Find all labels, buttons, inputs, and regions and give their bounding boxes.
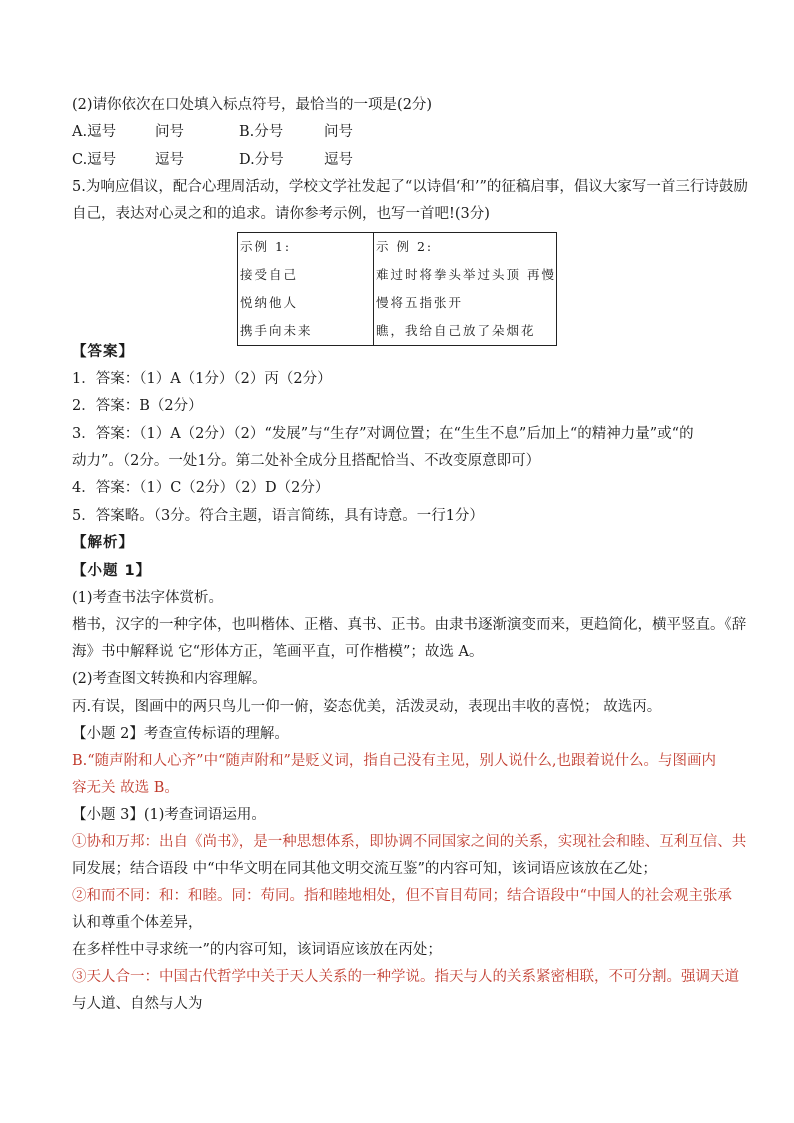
answer-4: 4．答案：（1）C（2分）（2）D（2分） bbox=[72, 480, 330, 496]
sub3-item: ②和而不同：和：和睦。同：苟同。指和睦地相处，但不盲目苟同；结合语段中“中国人的社会观主张承 bbox=[72, 888, 732, 904]
sub2-header: 【小题 2】考查宣传标语的理解。 bbox=[72, 726, 289, 742]
sub3-item: 在多样性中寻求统一”的内容可知，该词语应该放在丙处； bbox=[72, 942, 442, 958]
option-c-value: 逗号 bbox=[155, 152, 184, 168]
sub3-item: 认和尊重个体差异， bbox=[72, 915, 203, 931]
example-1-line: 携手向未来 bbox=[240, 323, 313, 338]
example-2-line: 瞧，我给自己放了朵烟花 bbox=[376, 323, 536, 338]
option-b-value: 问号 bbox=[324, 124, 353, 140]
answer-1: 1．答案：（1）A（1分）（2）丙（2分） bbox=[72, 371, 332, 387]
sub3-item: 与人道、自然与人为 bbox=[72, 996, 203, 1012]
option-d-value: 逗号 bbox=[324, 152, 353, 168]
sub2-paragraph: 容无关 故选 B。 bbox=[72, 780, 179, 796]
option-b-label: B.分号 bbox=[239, 124, 284, 140]
sub3-item: 同发展；结合语段 中“中华文明在同其他文明交流互鉴”的内容可知，该词语应该放在乙处； bbox=[72, 861, 657, 877]
sub2-paragraph: B.“随声附和人心齐”中“随声附和”是贬义词，指自己没有主见，别人说什么,也跟着说什么。与图画内 bbox=[72, 753, 717, 769]
example-1-line: 悦纳他人 bbox=[240, 295, 299, 310]
option-c-label: C.逗号 bbox=[72, 152, 117, 168]
answer-5: 5．答案略。（3分。符合主题，语言简练，具有诗意。一行1分） bbox=[72, 508, 484, 524]
sub1-paragraph: 楷书，汉字的一种字体，也叫楷体、正楷、真书、正书。由隶书逐渐演变而来，更趋简化，横平竖直。《辞 bbox=[72, 617, 747, 633]
sub3-item: ①协和万邦：出自《尚书》，是一种思想体系，即协调不同国家之间的关系，实现社会和睦、互利互信、共 bbox=[72, 834, 747, 850]
sub1-paragraph: (2)考查图文转换和内容理解。 bbox=[72, 671, 267, 687]
analysis-header: 【解析】 bbox=[72, 535, 134, 551]
example-2-line: 难过时将拳头举过头顶 再慢 bbox=[376, 267, 556, 282]
example-1-cell bbox=[238, 233, 374, 346]
example-2-title: 示 例 2: bbox=[376, 239, 434, 254]
sub1-header: 【小题 1】 bbox=[72, 563, 152, 579]
option-a-label: A.逗号 bbox=[72, 124, 117, 140]
sub1-paragraph: (1)考查书法字体赏析。 bbox=[72, 590, 224, 606]
sub1-paragraph: 海》书中解释说 它“形体方正，笔画平直，可作楷模”；故选 A。 bbox=[72, 644, 484, 660]
answers-header: 【答案】 bbox=[72, 344, 134, 360]
example-2-line: 慢将五指张开 bbox=[376, 295, 464, 310]
answer-3-line1: 3．答案：（1）A（2分）（2）“发展”与“生存”对调位置；在“生生不息”后加上“的精神力量”或“的 bbox=[72, 426, 694, 442]
sub3-header: 【小题 3】(1)考查词语运用。 bbox=[72, 807, 266, 823]
question-stem: (2)请你依次在口处填入标点符号，最恰当的一项是(2分) bbox=[72, 97, 433, 113]
option-a-value: 问号 bbox=[155, 124, 184, 140]
q5-prompt-line1: 5.为响应倡议，配合心理周活动，学校文学社发起了“以诗倡‘和’”的征稿启事，倡议大家写一首三行诗鼓励 bbox=[72, 179, 748, 195]
example-1-title: 示例 1: bbox=[240, 239, 292, 254]
q5-prompt-line2: 自己，表达对心灵之和的追求。请你参考示例，也写一首吧!(3分) bbox=[72, 206, 490, 222]
answer-2: 2．答案：B（2分） bbox=[72, 398, 203, 414]
answer-3-line2: 动力”。（2分。一处1分。第二处补全成分且搭配恰当、不改变原意即可） bbox=[72, 453, 541, 469]
example-table bbox=[237, 232, 557, 346]
example-1-line: 接受自己 bbox=[240, 267, 299, 282]
sub1-paragraph: 丙.有误，图画中的两只鸟儿一仰一俯，姿态优美，活泼灵动，表现出丰收的喜悦； 故选丙。 bbox=[72, 699, 662, 715]
sub3-item: ③天人合一：中国古代哲学中关于天人关系的一种学说。指天与人的关系紧密相联，不可分割。强调天道 bbox=[72, 969, 739, 985]
example-2-cell bbox=[374, 233, 557, 346]
option-d-label: D.分号 bbox=[239, 152, 284, 168]
